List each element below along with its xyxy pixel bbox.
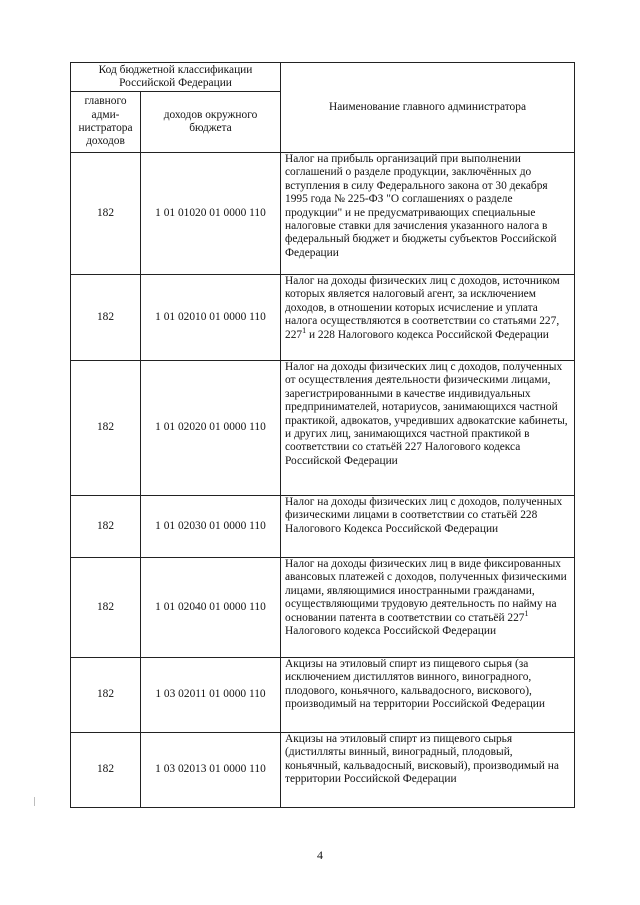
name-text-after: Налогового кодекса Российской Федерации [285,625,497,638]
budget-classification-table [70,62,575,808]
header-budget-classification-code: Код бюджетной классификации Российской Федерации [71,63,281,92]
table-row [71,496,575,558]
row-classification-code: 1 01 02010 01 0000 110 [141,275,281,361]
row-administrator-name: Налог на доходы физических лиц с доходов, полученных от осуществления деятельности физическими лицами, зарегистрированными в качестве индивидуальных предпринимателей, нотариусов, занимающихся частной практикой, адвокатов, учредивших адвокатские кабинеты, и других лиц, занимающихся частной практикой в соответствии со статьёй 227 Налогового кодекса Российской Федерации [281,361,575,496]
row-admin-code: 182 [71,558,141,658]
row-classification-code: 1 03 02013 01 0000 110 [141,733,281,808]
row-admin-code: 182 [71,733,141,808]
header-administrator-name: Наименование главного администратора [281,63,575,153]
table-header-row [71,63,575,92]
table-row [71,153,575,275]
article-superscript: 1 [302,325,307,335]
row-classification-code: 1 01 02030 01 0000 110 [141,496,281,558]
header-chief-administrator: главного адми-нистратора доходов [71,92,141,153]
row-administrator-name: Налог на прибыль организаций при выполнении соглашений о разделе продукции, заключённых до вступления в силу Федерального закона от 30 декабря 1995 года № 225-ФЗ "О соглашениях о разделе продукции" и не предусматривающих специальные налоговые ставки для зачисления указанного налога в федеральный бюджет и бюджеты субъектов Российской Федерации [281,153,575,275]
row-admin-code: 182 [71,153,141,275]
table-row [71,275,575,361]
table-row [71,558,575,658]
table-row [71,361,575,496]
row-classification-code: 1 03 02011 01 0000 110 [141,658,281,733]
row-admin-code: 182 [71,496,141,558]
table-row [71,733,575,808]
page-number: 4 [317,848,323,862]
scan-margin-mark [34,797,35,806]
row-admin-code: 182 [71,658,141,733]
row-classification-code: 1 01 02020 01 0000 110 [141,361,281,496]
row-classification-code: 1 01 01020 01 0000 110 [141,153,281,275]
name-text-before: Налог на доходы физических лиц с доходов, источником которых является налоговый агент, за исключением доходов, в отношении которых исчисление и уплата налога осуществляются в соответствии со статьями 227, 227 [285,275,560,341]
row-administrator-name: Налог на доходы физических лиц с доходов, полученных физическими лицами в соответствии со статьёй 228 Налогового Кодекса Российской Федерации [281,496,575,558]
table-row [71,658,575,733]
name-text-after: и 228 Налогового кодекса Российской Федерации [306,328,549,341]
header-district-budget-revenue: доходов окружного бюджета [141,92,281,153]
article-superscript: 1 [524,608,529,618]
row-classification-code: 1 01 02040 01 0000 110 [141,558,281,658]
row-admin-code: 182 [71,361,141,496]
row-administrator-name: Акцизы на этиловый спирт из пищевого сырья (дистилляты винный, виноградный, плодовый, коньячный, кальвадосный, висковый), производимый на территории Российской Федерации [281,733,575,808]
row-administrator-name [281,558,575,658]
row-administrator-name: Акцизы на этиловый спирт из пищевого сырья (за исключением дистиллятов винного, виноградного, плодового, коньячного, кальвадосного, вискового), производимый на территории Российской Федерации [281,658,575,733]
name-text-before: Налог на доходы физических лиц в виде фиксированных авансовых платежей с доходов, полученных физическими лицами, являющимися иностранными гражданами, осуществляющими трудовую деятельность по найму на основании патента в соответствии со статьёй 227 [285,558,567,624]
row-administrator-name [281,275,575,361]
row-admin-code: 182 [71,275,141,361]
